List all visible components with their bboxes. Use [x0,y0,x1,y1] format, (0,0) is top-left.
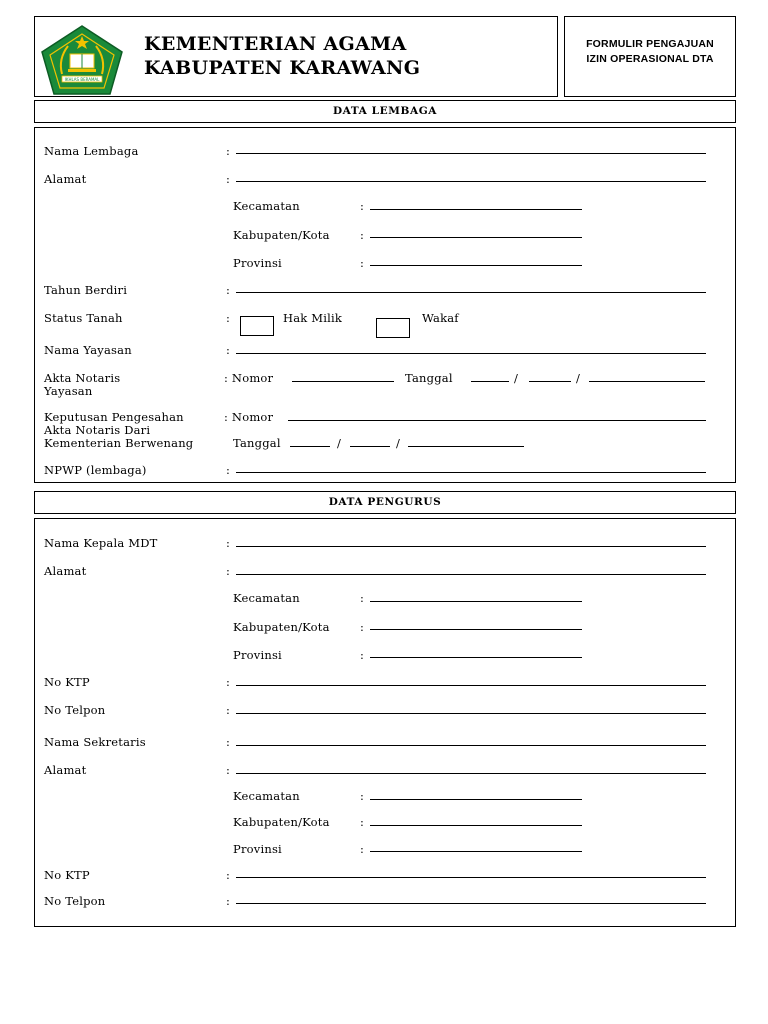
label-keputusan-tanggal: Tanggal [233,436,281,450]
label-alamat: Alamat [44,763,87,777]
colon: : [226,311,231,325]
colon: : [226,868,231,882]
field-kecamatan-kepala[interactable] [370,601,582,602]
colon: : [360,842,365,856]
colon: : [360,591,365,605]
colon: : [226,735,231,749]
label-alamat: Alamat [44,564,87,578]
label-keputusan-line1: Keputusan Pengesahan [44,410,184,424]
field-keputusan-tanggal-year[interactable] [408,446,524,447]
kementerian-agama-emblem-icon [40,24,124,96]
label-keputusan-line3: Kementerian Berwenang [44,436,194,450]
org-name-line2: KABUPATEN KARAWANG [144,57,421,79]
label-nama-kepala: Nama Kepala MDT [44,536,158,550]
label-alamat: Alamat [44,172,87,186]
field-kecamatan[interactable] [370,209,582,210]
label-no-ktp: No KTP [44,868,90,882]
checkbox-hak-milik[interactable] [240,316,274,336]
colon: : [360,228,365,242]
label-nama-sekretaris: Nama Sekretaris [44,735,146,749]
field-akta-tanggal-year[interactable] [589,381,705,382]
field-nama-lembaga[interactable] [236,153,706,154]
label-kabupaten: Kabupaten/Kota [233,228,330,242]
label-kabupaten: Kabupaten/Kota [233,815,330,829]
label-nama-lembaga: Nama Lembaga [44,144,139,158]
colon: : [226,675,231,689]
logo-motto: IKHLAS BERAMAL [64,76,100,82]
field-akta-nomor[interactable] [292,381,394,382]
colon: : [226,564,231,578]
label-kecamatan: Kecamatan [233,789,300,803]
checkbox-wakaf[interactable] [376,318,410,338]
field-keputusan-tanggal-day[interactable] [290,446,330,447]
field-kecamatan-sekretaris[interactable] [370,799,582,800]
label-keputusan-nomor: : Nomor [224,410,274,424]
form-title-line2: IZIN OPERASIONAL DTA [586,53,714,65]
colon: : [360,256,365,270]
field-keputusan-nomor[interactable] [288,420,706,421]
label-provinsi: Provinsi [233,842,282,856]
label-no-telpon: No Telpon [44,703,106,717]
label-nama-yayasan: Nama Yayasan [44,343,132,357]
field-akta-tanggal-day[interactable] [471,381,509,382]
label-wakaf: Wakaf [422,311,459,325]
field-kabupaten-kepala[interactable] [370,629,582,630]
label-akta-notaris-line1: Akta Notaris [44,371,121,385]
colon: : [226,894,231,908]
label-provinsi: Provinsi [233,256,282,270]
field-alamat-sekretaris[interactable] [236,773,706,774]
section-title-data-pengurus: DATA PENGURUS [328,496,442,508]
slash: / [396,436,401,450]
field-no-telpon-sekretaris[interactable] [236,903,706,904]
colon: : [226,144,231,158]
field-alamat[interactable] [236,181,706,182]
label-no-ktp: No KTP [44,675,90,689]
slash: / [337,436,342,450]
field-provinsi-sekretaris[interactable] [370,851,582,852]
label-kecamatan: Kecamatan [233,199,300,213]
field-no-ktp-kepala[interactable] [236,685,706,686]
field-npwp[interactable] [236,472,706,473]
label-tahun-berdiri: Tahun Berdiri [44,283,128,297]
field-no-ktp-sekretaris[interactable] [236,877,706,878]
colon: : [360,815,365,829]
label-akta-notaris-line2: Yayasan [44,384,93,398]
field-kabupaten[interactable] [370,237,582,238]
field-kabupaten-sekretaris[interactable] [370,825,582,826]
label-kecamatan: Kecamatan [233,591,300,605]
field-no-telpon-kepala[interactable] [236,713,706,714]
label-status-tanah: Status Tanah [44,311,123,325]
label-kabupaten: Kabupaten/Kota [233,620,330,634]
colon: : [226,172,231,186]
label-npwp: NPWP (lembaga) [44,463,147,477]
colon: : [360,648,365,662]
field-keputusan-tanggal-month[interactable] [350,446,390,447]
field-nama-kepala[interactable] [236,546,706,547]
label-nomor: : Nomor [224,371,274,385]
form-title-line1: FORMULIR PENGAJUAN [586,38,714,50]
section-title-data-lembaga: DATA LEMBAGA [332,105,438,117]
slash: / [514,371,519,385]
slash: / [576,371,581,385]
colon: : [226,343,231,357]
colon: : [226,463,231,477]
field-akta-tanggal-month[interactable] [529,381,571,382]
section-body-data-pengurus [34,518,736,927]
label-tanggal: Tanggal [405,371,453,385]
label-no-telpon: No Telpon [44,894,106,908]
field-nama-yayasan[interactable] [236,353,706,354]
colon: : [360,199,365,213]
field-provinsi[interactable] [370,265,582,266]
colon: : [226,703,231,717]
label-provinsi: Provinsi [233,648,282,662]
field-nama-sekretaris[interactable] [236,745,706,746]
field-provinsi-kepala[interactable] [370,657,582,658]
colon: : [226,763,231,777]
colon: : [360,620,365,634]
colon: : [360,789,365,803]
field-alamat-kepala[interactable] [236,574,706,575]
label-keputusan-line2: Akta Notaris Dari [44,423,151,437]
field-tahun-berdiri[interactable] [236,292,706,293]
colon: : [226,283,231,297]
org-name-line1: KEMENTERIAN AGAMA [144,33,407,55]
colon: : [226,536,231,550]
label-hak-milik: Hak Milik [283,311,343,325]
